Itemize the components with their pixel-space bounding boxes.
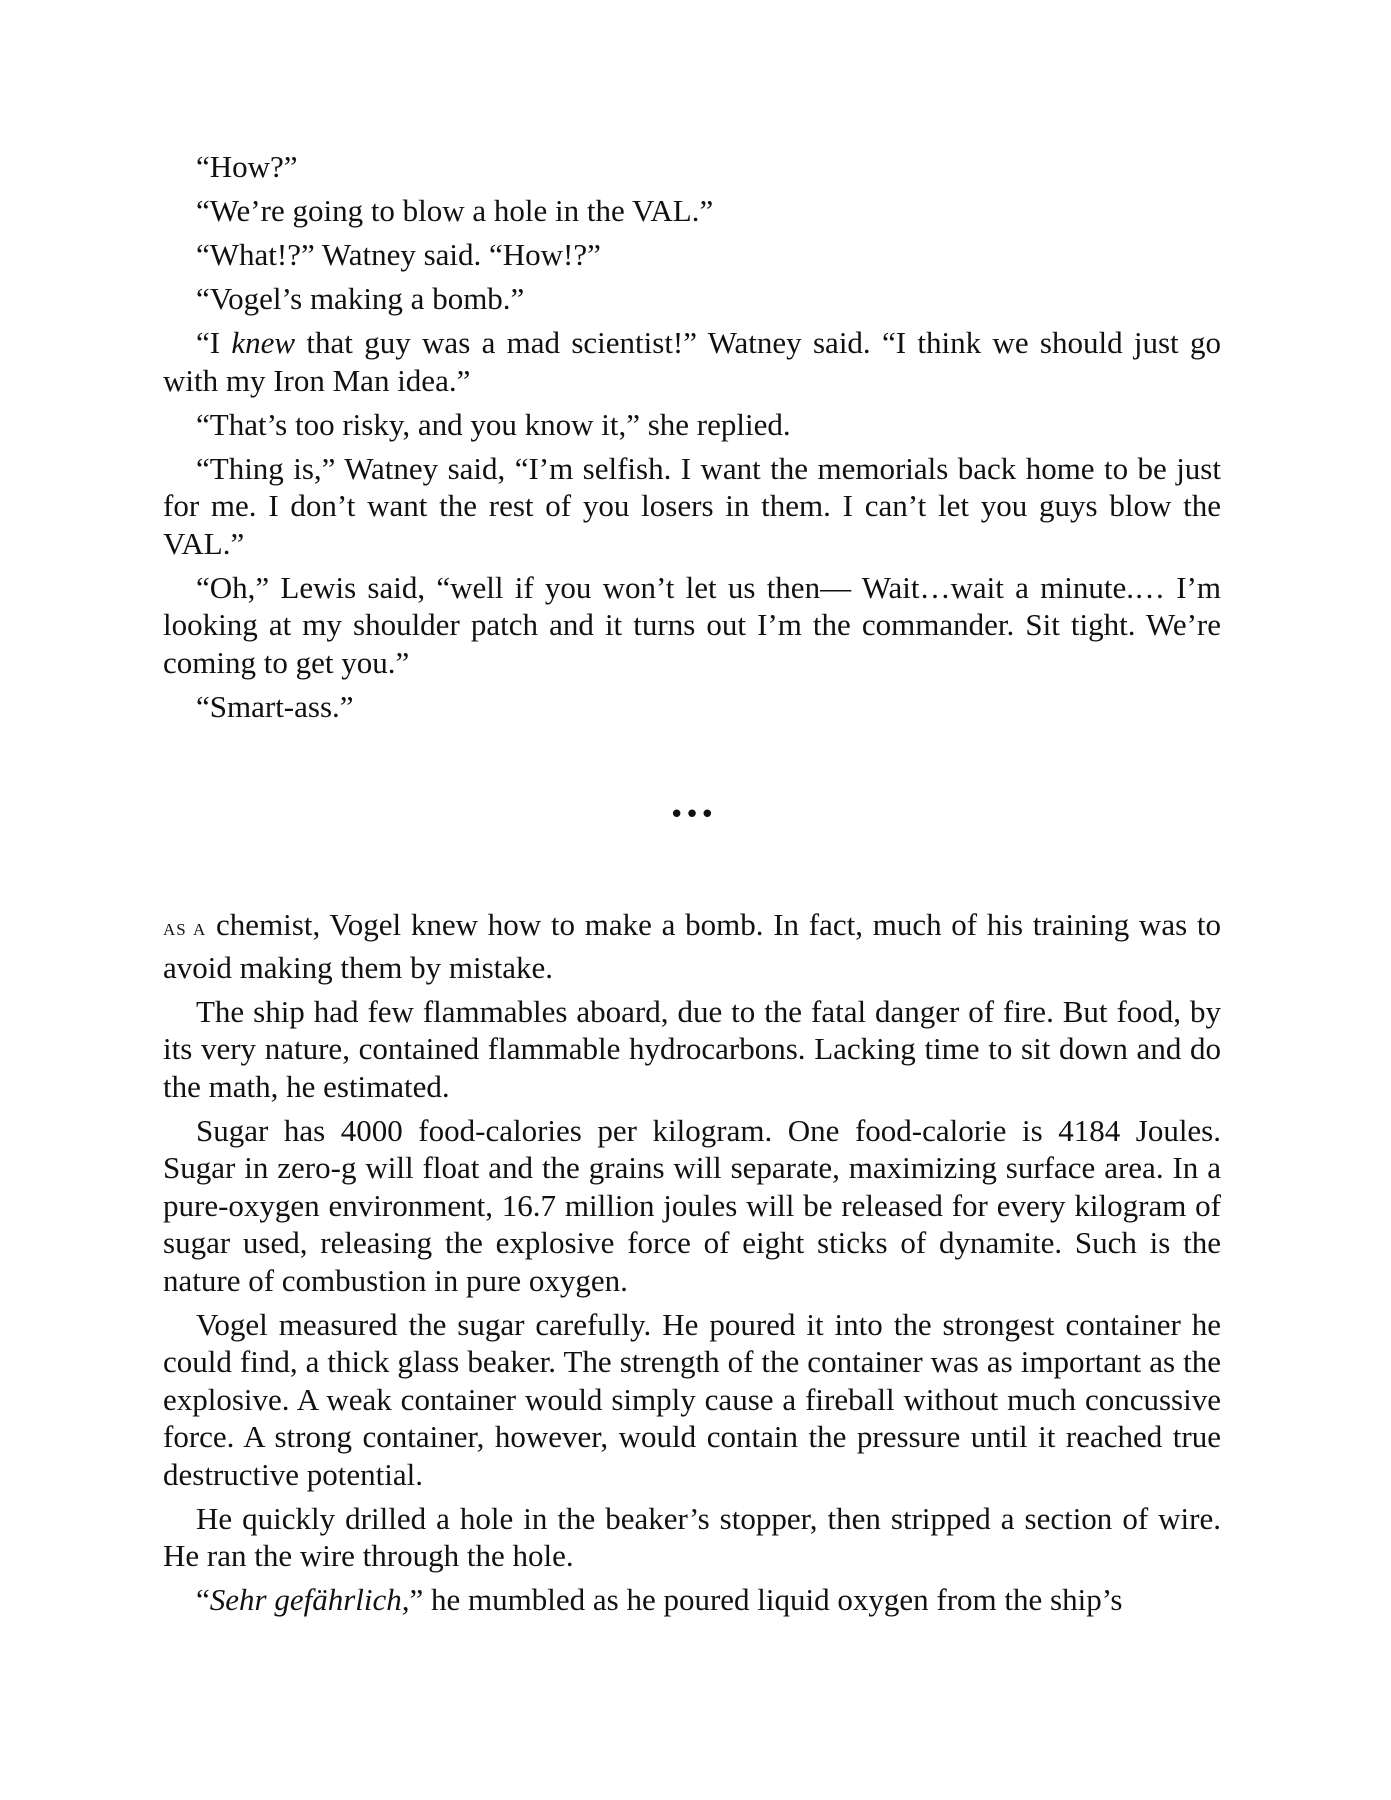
dialogue-line: “Vogel’s making a bomb.” bbox=[196, 281, 525, 316]
dialogue-line: “What!?” Watney said. “How!?” bbox=[196, 237, 601, 272]
paragraph-last bbox=[163, 1581, 1221, 1619]
text-span: “I bbox=[196, 325, 232, 360]
paragraph: “Oh,” Lewis said, “well if you won’t let us then— Wait…wait a minute.… I’m looking at my shoulder patch and it turns out I’m the commander. Sit tight. We’re coming to get you.” bbox=[163, 569, 1221, 680]
paragraph: “Thing is,” Watney said, “I’m selfish. I want the memorials back home to be just for me. I don’t want the rest of you losers in them. I can’t let you guys blow the VAL.” bbox=[163, 450, 1221, 561]
paragraph-knew bbox=[163, 324, 1221, 399]
text-span: that guy was a mad scientist!” Watney said. “I think we should just go with my Iron Man idea.” bbox=[163, 325, 1221, 398]
smallcaps-lead: AS A bbox=[163, 920, 207, 939]
section-opening-paragraph bbox=[163, 906, 1221, 986]
paragraph: He quickly drilled a hole in the beaker’s stopper, then stripped a section of wire. He ran the wire through the hole. bbox=[163, 1500, 1221, 1573]
dialogue-line: “That’s too risky, and you know it,” she replied. bbox=[196, 406, 791, 442]
dialogue-line: “How?” bbox=[196, 149, 298, 184]
emphasis-text: knew bbox=[231, 325, 296, 360]
text-span: “ bbox=[196, 1582, 210, 1617]
text-span: chemist, Vogel knew how to make a bomb. In fact, much of his training was to avoid making them by mistake. bbox=[163, 907, 1221, 985]
text-span: ” he mumbled as he poured liquid oxygen from the ship’s bbox=[409, 1582, 1123, 1617]
paragraph: Sugar has 4000 food-calories per kilogram. One food-calorie is 4184 Joules. Sugar in zero-g will float and the grains will separate, maximizing surface area. In a pure-oxygen environment, 16.7 million joules will be released for every kilogram of sugar used, releasing the explosive force of eight sticks of dynamite. Such is the nature of combustion in pure oxygen. bbox=[163, 1112, 1221, 1298]
dialogue-line: “Smart-ass.” bbox=[196, 688, 354, 724]
emphasis-text: Sehr gefährlich, bbox=[209, 1582, 410, 1617]
paragraph: The ship had few flammables aboard, due to the fatal danger of fire. But food, by its very nature, contained flammable hydrocarbons. Lacking time to sit down and do the math, he estimated. bbox=[163, 993, 1221, 1104]
section-text bbox=[163, 906, 1221, 1625]
dialogue-line: “We’re going to blow a hole in the VAL.” bbox=[196, 193, 714, 228]
book-page bbox=[163, 148, 1221, 1617]
scene-break-ornament: ••• bbox=[668, 800, 715, 830]
paragraph: Vogel measured the sugar carefully. He poured it into the strongest container he could find, a thick glass beaker. The strength of the container was as important as the explosive. A weak container would simply cause a fireball without much concussive force. A strong container, however, would contain the pressure until it reached true destructive potential. bbox=[163, 1306, 1221, 1492]
